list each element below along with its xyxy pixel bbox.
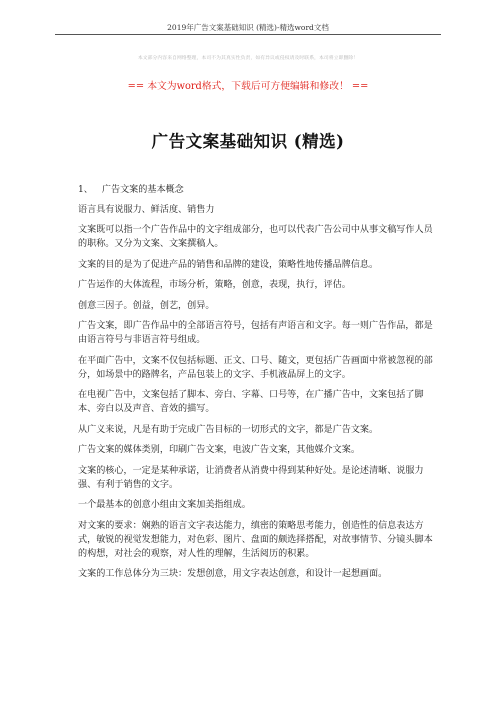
running-header: 2019年广告文案基础知识 (精选)-精选word文档 — [167, 23, 329, 32]
paragraph: 广告运作的大体流程，市场分析，策略，创意，表现，执行，评估。 — [78, 280, 351, 290]
paragraph: 文案既可以指一个广告作品中的文字组成部分，也可以代表广告公司中从事文稿写作人员的职称。又分为文案、文案撰稿人。 — [78, 225, 433, 249]
document-title: 广告文案基础知识 (精选) — [151, 132, 345, 151]
paragraph: 广告文案，即广告作品中的全部语言符号，包括有声语言和文字。每一则广告作品，都是由语言符号与非语言符号组成。 — [78, 321, 433, 345]
paragraph: 对文案的要求：娴熟的语言文字表达能力，缜密的策略思考能力，创造性的信息表达方式，敏锐的视觉发想能力，对色彩、图片、盘面的颇选择搭配，对故事情节、分镜头脚本的构想，对社会的观察，对人性的理解，生活阅历的积累。 — [78, 520, 433, 559]
disclaimer-text: 本文部分内容来自网络整理，本司不为其真实性负责，如有异议或侵权请及时联系，本司将立即删除！ — [137, 56, 359, 61]
paragraph: 一个最基本的创意小组由文案加美指组成。 — [78, 500, 251, 510]
paragraph: 文案的核心，一定是某种承诺，让消费者从消费中得到某种好处。是论述清晰、说服力强、有利于销售的文字。 — [78, 465, 424, 490]
paragraph: 创意三因子。创益，创艺，创异。 — [78, 300, 215, 311]
header-divider — [55, 34, 441, 35]
body-content — [78, 183, 436, 588]
paragraph: 文案的目的是为了促进产品的销售和品牌的建设，策略性地传播品牌信息。 — [78, 259, 379, 270]
section-number: 1、 — [78, 185, 93, 195]
word-format-notice: == 本文为word格式，下载后可方便编辑和修改！ == — [127, 81, 369, 92]
section-heading — [78, 183, 436, 197]
paragraph: 在电视广告中，文案包括了脚本、旁白、字幕、口号等，在广播广告中，文案包括了脚本、旁白以及声音、音效的描写。 — [78, 390, 424, 414]
paragraph: 在平面广告中，文案不仅包括标题、正文、口号、随文，更包括广告画面中常被忽视的部分，如场景中的路牌名，产品包装上的文字、手机液晶屏上的文字。 — [78, 355, 433, 380]
paragraph: 文案的工作总体分为三块：发想创意，用文字表达创意，和设计一起想画面。 — [78, 569, 388, 579]
paragraph: 从广义来说，凡是有助于完成广告目标的一切形式的文字，都是广告文案。 — [78, 424, 379, 435]
paragraph: 广告文案的媒体类别，印刷广告文案，电波广告文案，其他媒介文案。 — [78, 445, 360, 455]
section-heading-text: 广告文案的基本概念 — [101, 185, 184, 195]
paragraph: 语言具有说服力、鲜活度、销售力 — [78, 204, 215, 215]
